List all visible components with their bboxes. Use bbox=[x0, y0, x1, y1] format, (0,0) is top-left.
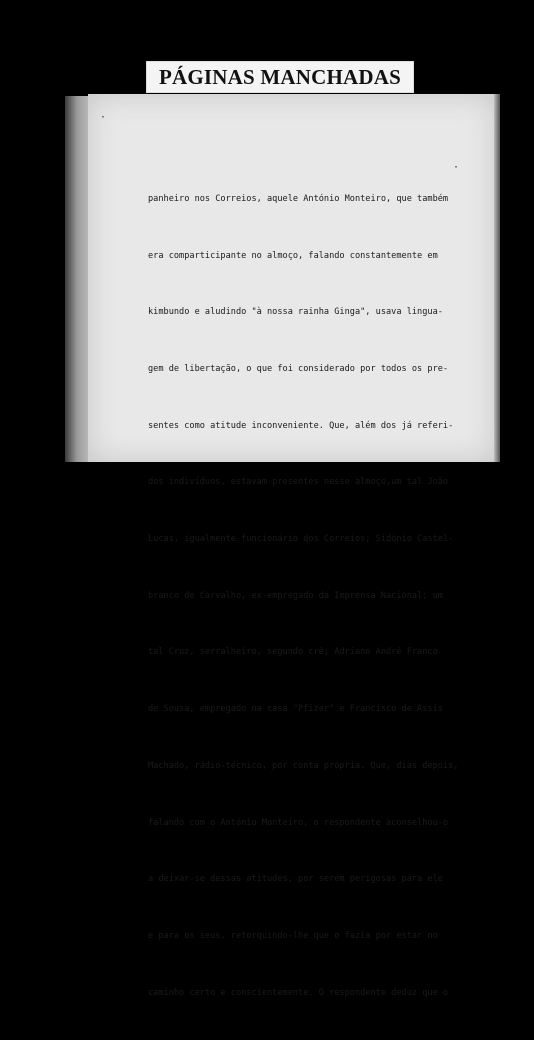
typewritten-text bbox=[148, 152, 493, 1040]
text-line: Machado, rádio-técnico, por conta própria. Que, dias depois, bbox=[148, 760, 459, 771]
text-line: branco de Carvalho, ex-empregado da Imprensa Nacional; um bbox=[148, 590, 443, 601]
page-right-edge bbox=[494, 94, 500, 462]
text-line: a deixar-se dessas atitudes, por serem perigosas para ele bbox=[148, 874, 443, 885]
text-line: caminho certo e conscientemente. O respondente deduz que o bbox=[148, 987, 449, 998]
text-line: de Sousa, empregado na casa "Pfizer" e Francisco de Assis bbox=[148, 704, 443, 715]
text-line: e para os seus, retorquindo-lhe que o fazia por estar no bbox=[148, 930, 438, 941]
banner-title: PÁGINAS MANCHADAS bbox=[159, 64, 401, 89]
paper-speck: · bbox=[100, 112, 107, 123]
text-line: era comparticipante no almoço, falando constantemente em bbox=[148, 250, 438, 261]
text-line: gem de libertação, o que foi considerado por todos os pre- bbox=[148, 363, 449, 374]
text-line: Lucas, igualmente funcionário dos Correios; Sidónio Castel- bbox=[148, 534, 454, 545]
text-line: dos indivíduos, estavam presentes nesse almoço,um tal João bbox=[148, 477, 449, 488]
paper-speck: · bbox=[453, 162, 460, 173]
page-banner bbox=[146, 61, 414, 93]
text-line: sentes como atitude inconveniente. Que, além dos já referi- bbox=[148, 420, 454, 431]
text-line: tal Cruz, serralheiro, segundo crê; Adriano André Franco bbox=[148, 647, 438, 658]
text-line: panheiro nos Correios, aquele António Monteiro, que também bbox=[148, 193, 449, 204]
document-page bbox=[88, 94, 496, 998]
text-line: kimbundo e aludindo "à nossa rainha Ginga", usava lingua- bbox=[148, 307, 443, 318]
text-line: falando com o António Monteiro, o respondente aconselhou-o bbox=[148, 817, 449, 828]
